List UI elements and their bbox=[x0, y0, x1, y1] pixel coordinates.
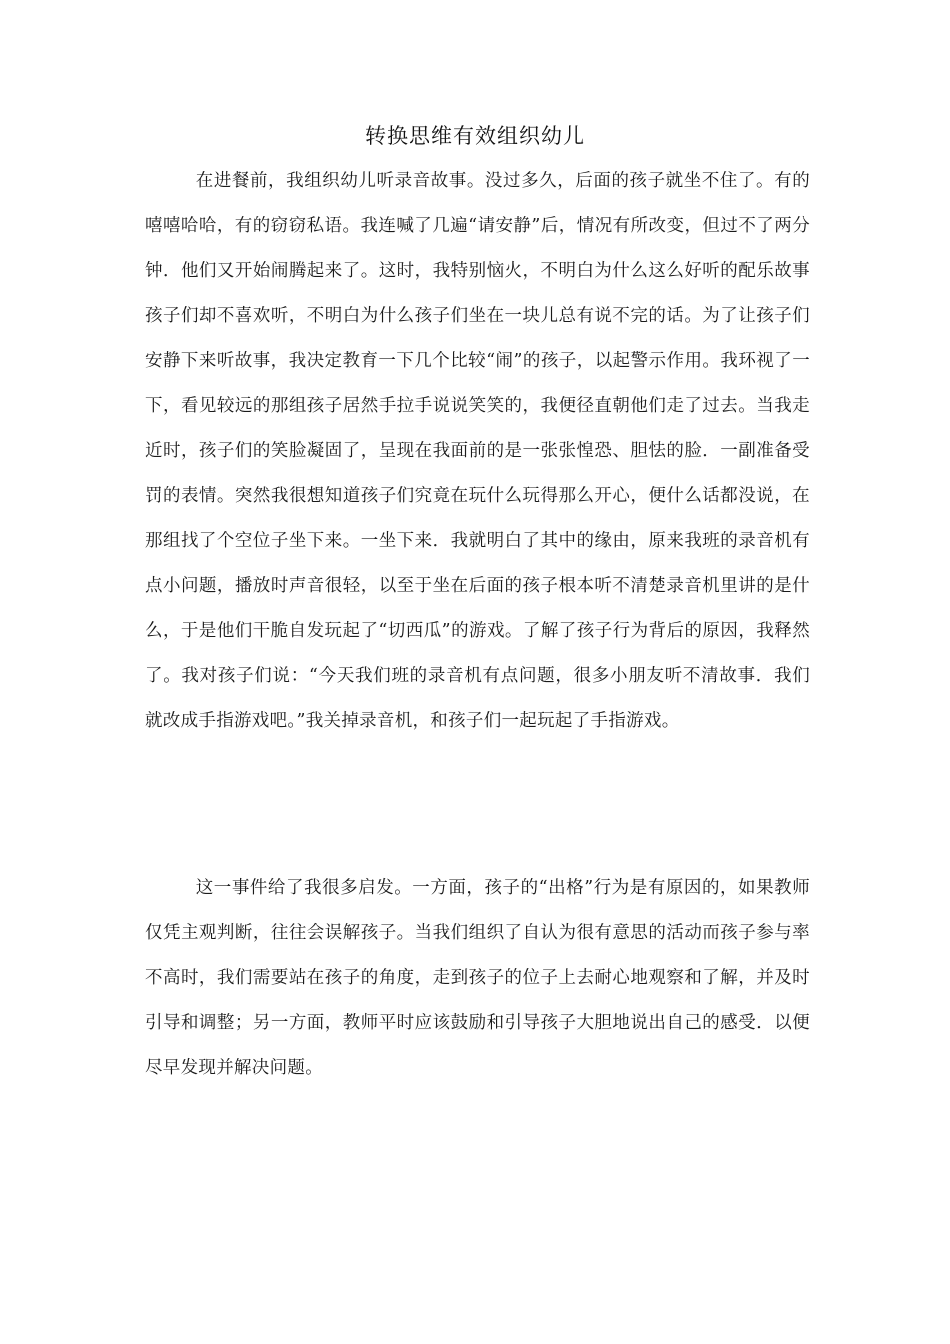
document-title: 转换思维有效组织幼儿 bbox=[365, 124, 585, 148]
paragraph-1: 在进餐前，我组织幼儿听录音故事。没过多久，后面的孩子就坐不住了。有的嘻嘻哈哈，有的窃窃私语。我连喊了几遍“请安静”后，情况有所改变，但过不了两分钟．他们又开始闹腾起来了。这时，我特别恼火，不明白为什么这么好听的配乐故事孩子们却不喜欢听，不明白为什么孩子们坐在一块儿总有说不完的话。为了让孩子们安静下来听故事，我决定教育一下几个比较“闹”的孩子，以起警示作用。我环视了一下，看见较远的那组孩子居然手拉手说说笑笑的，我便径直朝他们走了过去。当我走近时，孩子们的笑脸凝固了，呈现在我面前的是一张张惶恐、胆怯的脸．一副准备受罚的表情。突然我很想知道孩子们究竟在玩什么玩得那么开心，便什么话都没说，在那组找了个空位子坐下来。一坐下来．我就明白了其中的缘由，原来我班的录音机有点小问题，播放时声音很轻，以至于坐在后面的孩子根本听不清楚录音机里讲的是什么，于是他们干脆自发玩起了“切西瓜”的游戏。了解了孩子行为背后的原因，我释然了。我对孩子们说：“今天我们班的录音机有点问题，很多小朋友听不清故事．我们就改成手指游戏吧。”我关掉录音机，和孩子们一起玩起了手指游戏。 bbox=[145, 171, 810, 731]
paragraph-2: 这一事件给了我很多启发。一方面，孩子的“出格”行为是有原因的，如果教师仅凭主观判断，往往会误解孩子。当我们组织了自认为很有意思的活动而孩子参与率不高时，我们需要站在孩子的角度，走到孩子的位子上去耐心地观察和了解，并及时引导和调整；另一方面，教师平时应该鼓励和引导孩子大胆地说出自己的感受．以便尽早发现并解决问题。 bbox=[145, 878, 810, 1078]
